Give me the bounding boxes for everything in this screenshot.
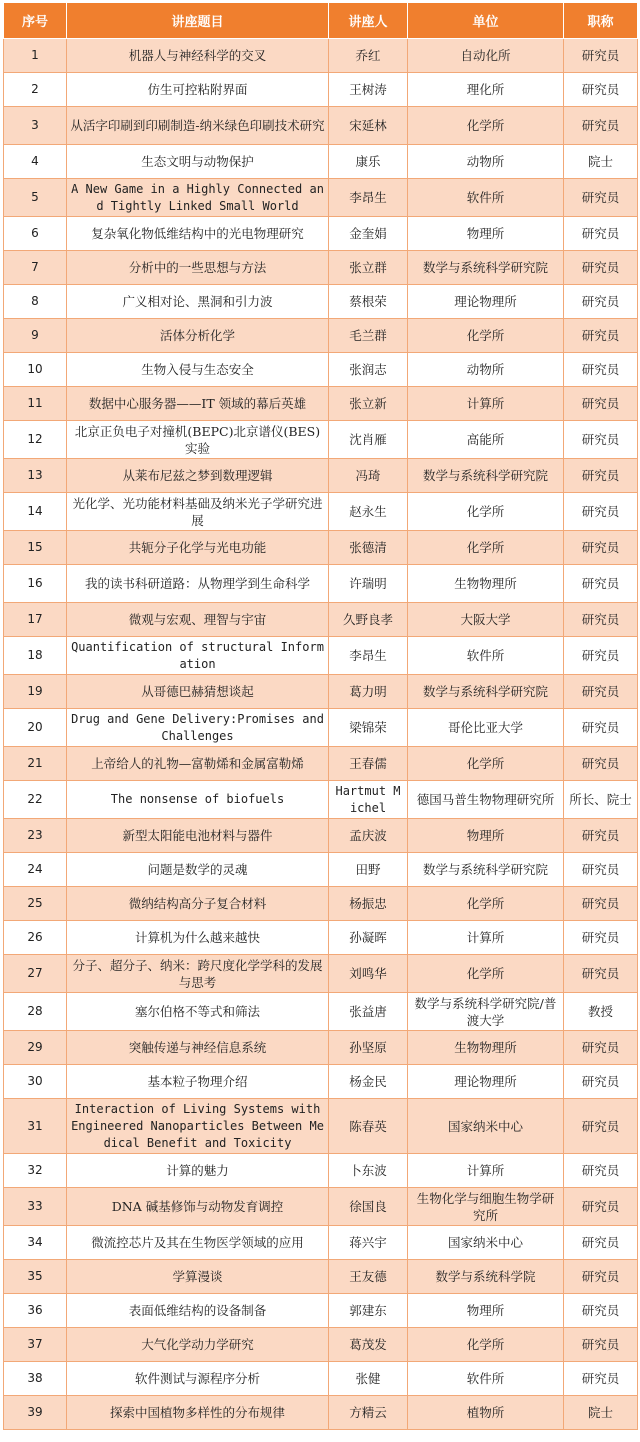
- cell-speaker: 乔红: [329, 39, 408, 73]
- cell-speaker: 孟庆波: [329, 819, 408, 853]
- cell-no: 5: [4, 179, 67, 217]
- table-row: [4, 1154, 638, 1188]
- cell-title: 光化学、光功能材料基础及纳米光子学研究进展: [67, 493, 329, 531]
- cell-title: 从莱布尼兹之梦到数理逻辑: [67, 459, 329, 493]
- cell-title: 计算机为什么越来越快: [67, 921, 329, 955]
- table-row: [4, 1260, 638, 1294]
- cell-no: 12: [4, 421, 67, 459]
- cell-no: 14: [4, 493, 67, 531]
- table-row: [4, 675, 638, 709]
- cell-unit: 理论物理所: [408, 1065, 564, 1099]
- table-row: [4, 39, 638, 73]
- cell-unit: 国家纳米中心: [408, 1226, 564, 1260]
- cell-speaker: 王友德: [329, 1260, 408, 1294]
- cell-title: 数据中心服务器——IT 领域的幕后英雄: [67, 387, 329, 421]
- cell-rank: 研究员: [564, 1031, 638, 1065]
- cell-speaker: 孙坚原: [329, 1031, 408, 1065]
- cell-rank: 研究员: [564, 1362, 638, 1396]
- cell-no: 6: [4, 217, 67, 251]
- cell-title: 生物入侵与生态安全: [67, 353, 329, 387]
- table-row: [4, 73, 638, 107]
- cell-title: DNA 碱基修饰与动物发育调控: [67, 1188, 329, 1226]
- cell-title: 探索中国植物多样性的分布规律: [67, 1396, 329, 1430]
- cell-no: 20: [4, 709, 67, 747]
- table-row: [4, 179, 638, 217]
- cell-speaker: 蔡根荣: [329, 285, 408, 319]
- table-row: [4, 1065, 638, 1099]
- table-body: [4, 39, 638, 1430]
- cell-rank: 研究员: [564, 217, 638, 251]
- cell-rank: 所长、院士: [564, 781, 638, 819]
- table-row: [4, 285, 638, 319]
- table-row: [4, 1396, 638, 1430]
- cell-no: 37: [4, 1328, 67, 1362]
- cell-no: 39: [4, 1396, 67, 1430]
- cell-title: 新型太阳能电池材料与器件: [67, 819, 329, 853]
- cell-title: 微纳结构高分子复合材料: [67, 887, 329, 921]
- cell-title: 分子、超分子、纳米：跨尺度化学学科的发展与思考: [67, 955, 329, 993]
- cell-rank: 研究员: [564, 1294, 638, 1328]
- cell-speaker: 宋延林: [329, 107, 408, 145]
- table-row: [4, 819, 638, 853]
- table-row: [4, 493, 638, 531]
- cell-no: 13: [4, 459, 67, 493]
- cell-no: 34: [4, 1226, 67, 1260]
- table-row: [4, 1226, 638, 1260]
- cell-unit: 动物所: [408, 353, 564, 387]
- cell-no: 9: [4, 319, 67, 353]
- cell-unit: 化学所: [408, 107, 564, 145]
- cell-rank: 研究员: [564, 73, 638, 107]
- cell-title: 我的读书科研道路：从物理学到生命科学: [67, 565, 329, 603]
- cell-speaker: 张益唐: [329, 993, 408, 1031]
- cell-speaker: 田野: [329, 853, 408, 887]
- cell-no: 25: [4, 887, 67, 921]
- header-title: 讲座题目: [67, 3, 329, 39]
- cell-no: 8: [4, 285, 67, 319]
- cell-rank: 研究员: [564, 1328, 638, 1362]
- cell-rank: 研究员: [564, 179, 638, 217]
- header-unit: 单位: [408, 3, 564, 39]
- cell-title: 微观与宏观、理智与宇宙: [67, 603, 329, 637]
- cell-no: 2: [4, 73, 67, 107]
- cell-speaker: 毛兰群: [329, 319, 408, 353]
- cell-speaker: 许瑞明: [329, 565, 408, 603]
- cell-rank: 研究员: [564, 887, 638, 921]
- cell-rank: 研究员: [564, 1260, 638, 1294]
- cell-title: 北京正负电子对撞机(BEPC)北京谱仪(BES)实验: [67, 421, 329, 459]
- cell-no: 18: [4, 637, 67, 675]
- cell-no: 23: [4, 819, 67, 853]
- cell-speaker: 张润志: [329, 353, 408, 387]
- cell-speaker: 张健: [329, 1362, 408, 1396]
- cell-unit: 软件所: [408, 637, 564, 675]
- cell-unit: 理化所: [408, 73, 564, 107]
- cell-title: 问题是数学的灵魂: [67, 853, 329, 887]
- cell-unit: 理论物理所: [408, 285, 564, 319]
- cell-speaker: 方精云: [329, 1396, 408, 1430]
- cell-unit: 化学所: [408, 955, 564, 993]
- table-row: [4, 1328, 638, 1362]
- cell-unit: 物理所: [408, 217, 564, 251]
- cell-title: 大气化学动力学研究: [67, 1328, 329, 1362]
- table-row: [4, 421, 638, 459]
- cell-unit: 化学所: [408, 493, 564, 531]
- cell-unit: 数学与系统科学研究院/普渡大学: [408, 993, 564, 1031]
- cell-no: 11: [4, 387, 67, 421]
- cell-no: 28: [4, 993, 67, 1031]
- cell-rank: 研究员: [564, 1154, 638, 1188]
- cell-unit: 化学所: [408, 319, 564, 353]
- cell-rank: 教授: [564, 993, 638, 1031]
- cell-unit: 数学与系统科学研究院: [408, 459, 564, 493]
- cell-rank: 研究员: [564, 1226, 638, 1260]
- table-row: [4, 1099, 638, 1154]
- cell-speaker: 久野良孝: [329, 603, 408, 637]
- cell-rank: 研究员: [564, 107, 638, 145]
- table-row: [4, 251, 638, 285]
- cell-unit: 软件所: [408, 179, 564, 217]
- cell-speaker: 张立群: [329, 251, 408, 285]
- cell-rank: 研究员: [564, 285, 638, 319]
- cell-rank: 研究员: [564, 353, 638, 387]
- cell-rank: 研究员: [564, 387, 638, 421]
- cell-rank: 研究员: [564, 565, 638, 603]
- cell-title: 仿生可控粘附界面: [67, 73, 329, 107]
- table-row: [4, 921, 638, 955]
- table-row: [4, 1362, 638, 1396]
- cell-no: 31: [4, 1099, 67, 1154]
- cell-no: 36: [4, 1294, 67, 1328]
- table-row: [4, 459, 638, 493]
- table-row: [4, 145, 638, 179]
- cell-speaker: 张立新: [329, 387, 408, 421]
- cell-no: 19: [4, 675, 67, 709]
- cell-unit: 哥伦比亚大学: [408, 709, 564, 747]
- cell-title: 活体分析化学: [67, 319, 329, 353]
- cell-speaker: 葛力明: [329, 675, 408, 709]
- cell-title: 软件测试与源程序分析: [67, 1362, 329, 1396]
- table-row: [4, 709, 638, 747]
- cell-speaker: 蒋兴宇: [329, 1226, 408, 1260]
- cell-title: 从哥德巴赫猜想谈起: [67, 675, 329, 709]
- cell-unit: 高能所: [408, 421, 564, 459]
- cell-title: 基本粒子物理介绍: [67, 1065, 329, 1099]
- table-row: [4, 565, 638, 603]
- cell-speaker: 金奎娟: [329, 217, 408, 251]
- table-row: [4, 387, 638, 421]
- cell-title: 从活字印刷到印刷制造-纳米绿色印刷技术研究: [67, 107, 329, 145]
- cell-unit: 数学与系统科学研究院: [408, 853, 564, 887]
- cell-unit: 数学与系统科学研究院: [408, 251, 564, 285]
- cell-no: 26: [4, 921, 67, 955]
- cell-rank: 研究员: [564, 675, 638, 709]
- cell-speaker: 王春儒: [329, 747, 408, 781]
- cell-speaker: Hartmut Michel: [329, 781, 408, 819]
- table-row: [4, 887, 638, 921]
- header-no: 序号: [4, 3, 67, 39]
- cell-unit: 生物物理所: [408, 565, 564, 603]
- cell-rank: 研究员: [564, 709, 638, 747]
- cell-title: 微流控芯片及其在生物医学领域的应用: [67, 1226, 329, 1260]
- cell-no: 22: [4, 781, 67, 819]
- cell-no: 4: [4, 145, 67, 179]
- table-row: [4, 1294, 638, 1328]
- cell-title: 机器人与神经科学的交叉: [67, 39, 329, 73]
- cell-unit: 化学所: [408, 747, 564, 781]
- cell-unit: 化学所: [408, 887, 564, 921]
- cell-no: 3: [4, 107, 67, 145]
- cell-title: Interaction of Living Systems with Engineered Nanoparticles Between Medical Benefit and Toxicity: [67, 1099, 329, 1154]
- cell-rank: 研究员: [564, 319, 638, 353]
- cell-unit: 生物化学与细胞生物学研究所: [408, 1188, 564, 1226]
- cell-unit: 物理所: [408, 1294, 564, 1328]
- table-row: [4, 1031, 638, 1065]
- cell-rank: 研究员: [564, 251, 638, 285]
- cell-unit: 软件所: [408, 1362, 564, 1396]
- cell-speaker: 冯琦: [329, 459, 408, 493]
- table-row: [4, 781, 638, 819]
- cell-unit: 数学与系统科学院: [408, 1260, 564, 1294]
- cell-no: 24: [4, 853, 67, 887]
- cell-unit: 化学所: [408, 1328, 564, 1362]
- lecture-table: [3, 2, 638, 1430]
- cell-rank: 研究员: [564, 1099, 638, 1154]
- cell-speaker: 刘鸣华: [329, 955, 408, 993]
- cell-speaker: 李昂生: [329, 179, 408, 217]
- cell-no: 1: [4, 39, 67, 73]
- cell-unit: 自动化所: [408, 39, 564, 73]
- cell-title: 生态文明与动物保护: [67, 145, 329, 179]
- cell-unit: 计算所: [408, 1154, 564, 1188]
- cell-rank: 研究员: [564, 603, 638, 637]
- cell-rank: 研究员: [564, 531, 638, 565]
- cell-no: 10: [4, 353, 67, 387]
- cell-rank: 研究员: [564, 637, 638, 675]
- cell-no: 15: [4, 531, 67, 565]
- cell-unit: 计算所: [408, 387, 564, 421]
- table-row: [4, 993, 638, 1031]
- cell-speaker: 郭建东: [329, 1294, 408, 1328]
- cell-speaker: 梁锦荣: [329, 709, 408, 747]
- cell-speaker: 陈春英: [329, 1099, 408, 1154]
- table-row: [4, 107, 638, 145]
- cell-rank: 研究员: [564, 853, 638, 887]
- cell-speaker: 徐国良: [329, 1188, 408, 1226]
- table-row: [4, 853, 638, 887]
- cell-speaker: 赵永生: [329, 493, 408, 531]
- cell-unit: 植物所: [408, 1396, 564, 1430]
- cell-rank: 研究员: [564, 493, 638, 531]
- cell-rank: 院士: [564, 1396, 638, 1430]
- cell-no: 17: [4, 603, 67, 637]
- header-speaker: 讲座人: [329, 3, 408, 39]
- cell-title: 突触传递与神经信息系统: [67, 1031, 329, 1065]
- cell-title: Quantification of structural Information: [67, 637, 329, 675]
- cell-speaker: 孙凝晖: [329, 921, 408, 955]
- cell-rank: 研究员: [564, 459, 638, 493]
- cell-unit: 计算所: [408, 921, 564, 955]
- cell-title: 学算漫谈: [67, 1260, 329, 1294]
- header-rank: 职称: [564, 3, 638, 39]
- cell-speaker: 沈肖雁: [329, 421, 408, 459]
- cell-rank: 研究员: [564, 921, 638, 955]
- cell-title: 表面低维结构的设备制备: [67, 1294, 329, 1328]
- cell-unit: 动物所: [408, 145, 564, 179]
- table-row: [4, 217, 638, 251]
- cell-no: 30: [4, 1065, 67, 1099]
- table-row: [4, 319, 638, 353]
- cell-no: 32: [4, 1154, 67, 1188]
- cell-title: 上帝给人的礼物—富勒烯和金属富勒烯: [67, 747, 329, 781]
- table-header-row: [4, 3, 638, 39]
- table-row: [4, 1188, 638, 1226]
- table-row: [4, 955, 638, 993]
- cell-no: 35: [4, 1260, 67, 1294]
- cell-speaker: 杨振忠: [329, 887, 408, 921]
- table-row: [4, 531, 638, 565]
- cell-speaker: 葛茂发: [329, 1328, 408, 1362]
- cell-title: 分析中的一些思想与方法: [67, 251, 329, 285]
- table-row: [4, 603, 638, 637]
- cell-unit: 大阪大学: [408, 603, 564, 637]
- cell-rank: 研究员: [564, 1065, 638, 1099]
- cell-rank: 院士: [564, 145, 638, 179]
- cell-unit: 国家纳米中心: [408, 1099, 564, 1154]
- cell-title: 广义相对论、黑洞和引力波: [67, 285, 329, 319]
- cell-title: 共轭分子化学与光电功能: [67, 531, 329, 565]
- cell-title: The nonsense of biofuels: [67, 781, 329, 819]
- cell-speaker: 卜东波: [329, 1154, 408, 1188]
- table-row: [4, 747, 638, 781]
- cell-rank: 研究员: [564, 39, 638, 73]
- cell-no: 21: [4, 747, 67, 781]
- cell-rank: 研究员: [564, 955, 638, 993]
- cell-title: A New Game in a Highly Connected and Tightly Linked Small World: [67, 179, 329, 217]
- cell-title: 塞尔伯格不等式和筛法: [67, 993, 329, 1031]
- cell-no: 38: [4, 1362, 67, 1396]
- cell-unit: 数学与系统科学研究院: [408, 675, 564, 709]
- table-row: [4, 353, 638, 387]
- cell-speaker: 王树涛: [329, 73, 408, 107]
- cell-unit: 化学所: [408, 531, 564, 565]
- cell-unit: 生物物理所: [408, 1031, 564, 1065]
- cell-no: 27: [4, 955, 67, 993]
- cell-title: Drug and Gene Delivery:Promises and Challenges: [67, 709, 329, 747]
- table-row: [4, 637, 638, 675]
- cell-speaker: 康乐: [329, 145, 408, 179]
- cell-rank: 研究员: [564, 819, 638, 853]
- cell-title: 计算的魅力: [67, 1154, 329, 1188]
- cell-no: 29: [4, 1031, 67, 1065]
- cell-title: 复杂氧化物低维结构中的光电物理研究: [67, 217, 329, 251]
- cell-no: 16: [4, 565, 67, 603]
- cell-rank: 研究员: [564, 747, 638, 781]
- cell-speaker: 李昂生: [329, 637, 408, 675]
- cell-no: 33: [4, 1188, 67, 1226]
- cell-unit: 物理所: [408, 819, 564, 853]
- cell-no: 7: [4, 251, 67, 285]
- cell-speaker: 杨金民: [329, 1065, 408, 1099]
- cell-rank: 研究员: [564, 421, 638, 459]
- cell-unit: 德国马普生物物理研究所: [408, 781, 564, 819]
- cell-rank: 研究员: [564, 1188, 638, 1226]
- cell-speaker: 张德清: [329, 531, 408, 565]
